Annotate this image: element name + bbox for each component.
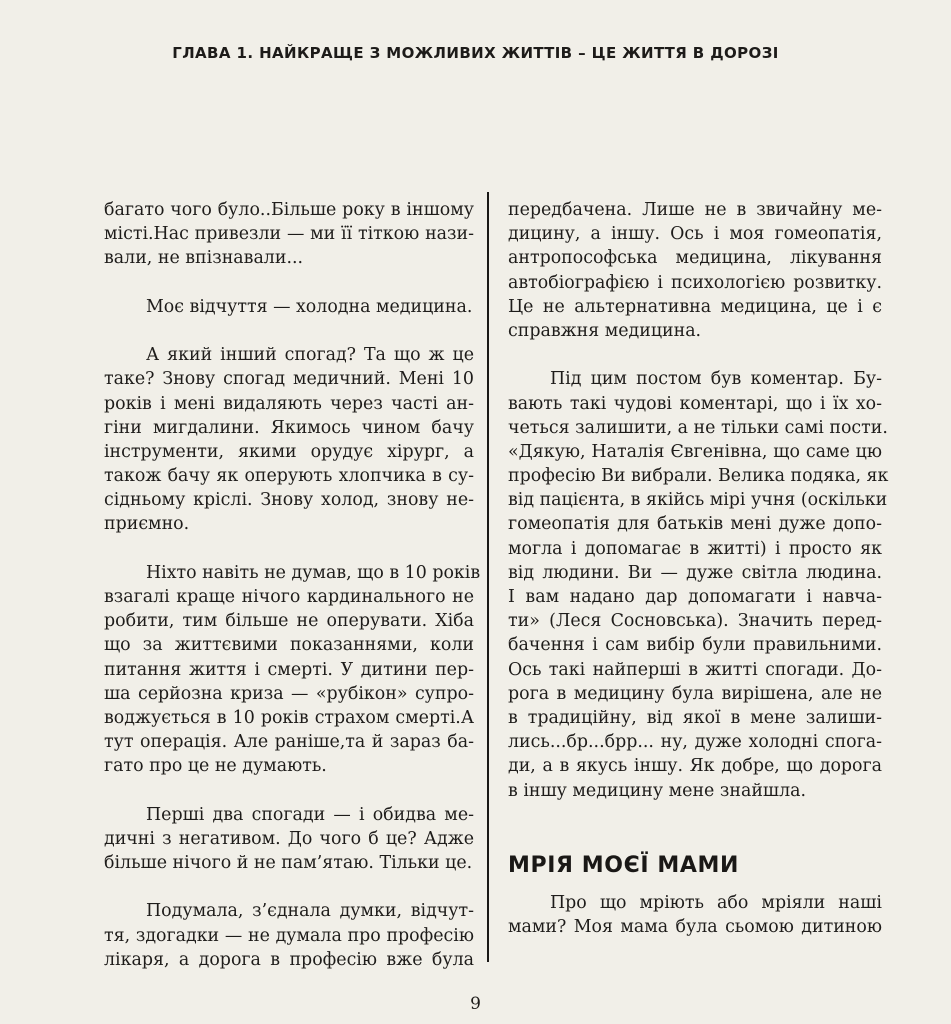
text-line: років і мені видаляють через часті ан- (104, 393, 474, 414)
text-line: «Дякую, Наталія Євгенівна, що саме цю (508, 441, 882, 462)
paragraph (104, 198, 474, 271)
text-line: від людини. Ви — дуже світла людина. (508, 562, 882, 583)
paragraph (508, 891, 882, 939)
text-line: Моє відчуття — холодна медицина. (146, 296, 473, 317)
text-line: Про що мріють або мріяли наші (550, 892, 882, 913)
text-line: Під цим постом був коментар. Бу- (550, 369, 882, 390)
text-line: передбачена. Лише не в звичайну ме- (508, 200, 882, 220)
text-line: антропософська медицина, лікування (508, 248, 882, 269)
text-line: дицину, а іншу. Ось і моя гомеопатія, (508, 224, 882, 245)
left-column (104, 198, 481, 972)
paragraph (104, 295, 474, 319)
text-line: питання життя і смерті. У дитини пер- (104, 659, 474, 680)
text-line: А який інший спогад? Та що ж це (146, 345, 474, 366)
text-line: вають такі чудові коментарі, що і їх хо- (508, 393, 882, 414)
text-line: сідньому кріслі. Знову холод, знову не- (104, 490, 474, 511)
text-line: ти» (Леся Сосновська). Значить перед- (508, 611, 882, 632)
text-line: Це не альтернативна медицина, це і є (508, 296, 882, 317)
text-line: тут операція. Але раніше,та й зараз ба- (104, 732, 474, 753)
text-line: більше нічого й не пам’ятаю. Тільки це. (104, 853, 473, 874)
text-line: взагалі краще нічого кардинального не (104, 587, 474, 607)
paragraph (104, 899, 474, 972)
text-line: вали, не впізнавали... (104, 248, 304, 269)
text-line: гато про це не думають. (104, 756, 327, 777)
text-line: гомеопатія для батьків мені дуже допо- (508, 514, 882, 535)
text-line: рога в медицину була вирішена, але не (508, 683, 882, 704)
page-number: 9 (470, 994, 481, 1014)
paragraph (508, 367, 889, 802)
text-line: від пацієнта, в якійсь мірі учня (оскільки (508, 490, 888, 511)
text-line: Подумала, з’єднала думки, відчут- (146, 901, 474, 922)
text-line: бачення і сам вибір були правильними. (508, 635, 882, 656)
text-line: в традиційну, від якої в мене залиши- (508, 707, 882, 728)
text-line: гіни мигдалини. Якимось чином бачу (104, 417, 474, 438)
text-line: лись...бр...брр... ну, дуже холодні спога- (508, 732, 882, 753)
text-line: мами? Моя мама була сьомою дитиною (508, 916, 882, 937)
text-line: професію Ви вибрали. Велика подяка, як (508, 466, 889, 487)
text-line: Ніхто навіть не думав, що в 10 років (146, 562, 481, 583)
text-line: ша серйозна криза — «рубікон» супро- (104, 683, 474, 704)
text-line: четься залишити, а не тільки самі пости. (508, 417, 888, 438)
text-line: Перші два спогади — і обидва ме- (146, 804, 474, 825)
section-heading: МРІЯ МОЄЇ МАМИ (508, 852, 740, 878)
text-line: дичні з негативом. До чого б це? Адже (104, 828, 474, 849)
text-line: лікаря, а дорога в професію вже була (104, 949, 474, 970)
paragraph (104, 561, 481, 779)
text-line: приємно. (104, 514, 190, 535)
text-line: інструменти, якими орудує хірург, а (104, 441, 474, 462)
right-column (508, 198, 889, 939)
text-line: таке? Знову спогад медичний. Мені 10 (104, 369, 474, 390)
text-line: в іншу медицину мене знайшла. (508, 780, 807, 801)
text-line: що за життєвими показаннями, коли (104, 635, 474, 656)
text-line: тя, здогадки — не думала про професію (104, 925, 474, 946)
text-line: також бачу як оперують хлопчика в су- (104, 466, 474, 487)
text-line: ди, а в якусь іншу. Як добре, що дорога (508, 756, 882, 777)
column-divider (487, 192, 489, 962)
paragraph (104, 343, 474, 537)
text-line: І вам надано дар допомагати і навча- (508, 587, 882, 607)
paragraph (104, 803, 474, 876)
text-line: автобіографією і психологією розвитку. (508, 272, 882, 293)
text-line: могла і допомагає в житті) і просто як (508, 538, 882, 559)
text-line: місті.Нас привезли — ми її тіткою нази- (104, 224, 474, 245)
running-head: ГЛАВА 1. НАЙКРАЩЕ З МОЖЛИВИХ ЖИТТІВ – ЦЕ ЖИТТЯ В ДОРОЗІ (172, 44, 779, 62)
paragraph (508, 198, 882, 343)
text-line: робити, тим більше не оперувати. Хіба (104, 611, 474, 632)
text-line: Ось такі найперші в житті спогади. До- (508, 659, 882, 680)
text-line: справжня медицина. (508, 320, 702, 341)
text-line: воджується в 10 років страхом смерті.А (104, 707, 474, 728)
text-line: багато чого було..Більше року в іншому (104, 200, 474, 220)
